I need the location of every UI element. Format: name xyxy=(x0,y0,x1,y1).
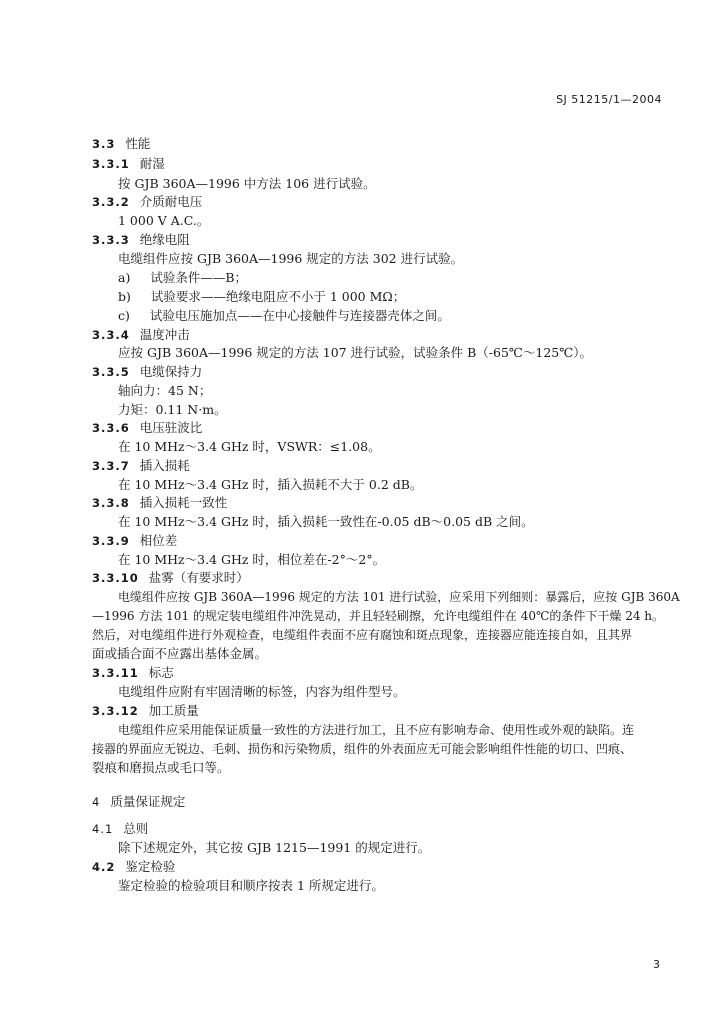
section-number: 3.3 xyxy=(92,137,116,151)
paragraph-line: 电缆组件应采用能保证质量一致性的方法进行加工，且不应有影响寿命、使用性或外观的缺陷。连 xyxy=(118,723,635,737)
section-heading xyxy=(92,665,174,681)
section-number: 4.1 xyxy=(92,822,114,836)
section-number: 3.3.11 xyxy=(92,666,139,680)
paragraph: 轴向力：45 N； xyxy=(118,383,212,398)
section-title: 标志 xyxy=(148,665,174,680)
section-heading xyxy=(92,327,190,343)
section-heading xyxy=(92,570,249,586)
paragraph: 按 GJB 360A—1996 中方法 106 进行试验。 xyxy=(118,176,376,191)
section-number: 3.3.2 xyxy=(92,195,130,209)
paragraph-line: 电缆组件应按 GJB 360A—1996 规定的方法 101 进行试验，应采用下列细则：暴露后，应按 GJB 360A xyxy=(118,590,680,604)
section-number: 3.3.3 xyxy=(92,233,130,247)
paragraph: 鉴定检验的检验项目和顺序按表 1 所规定进行。 xyxy=(118,878,384,893)
paragraph-line: 接器的界面应无锐边、毛刺、损伤和污染物质，组件的外表面应无可能会影响组件性能的切口、凹痕、 xyxy=(92,742,633,756)
list-item-label: b) xyxy=(118,289,131,304)
list-item-text: 试验电压施加点——在中心接触件与连接器壳体之间。 xyxy=(149,308,450,323)
section-heading xyxy=(92,495,227,511)
paragraph: 力矩：0.11 N·m。 xyxy=(118,402,227,417)
section-number: 4.2 xyxy=(92,860,116,874)
section-number: 3.3.6 xyxy=(92,421,130,435)
section-title: 插入损耗 xyxy=(139,458,190,473)
section-heading xyxy=(92,420,202,436)
paragraph: 在 10 MHz～3.4 GHz 时，插入损耗一致性在-0.05 dB～0.05 dB 之间。 xyxy=(118,514,534,529)
chapter-title: 质量保证规定 xyxy=(110,794,186,809)
section-title: 电压驻波比 xyxy=(139,420,203,435)
page-number: 3 xyxy=(653,958,660,971)
section-title: 总则 xyxy=(123,821,149,836)
section-number: 3.3.5 xyxy=(92,365,130,379)
section-heading xyxy=(92,136,150,152)
document-code: SJ 51215/1—2004 xyxy=(556,93,662,106)
section-heading xyxy=(92,194,202,210)
section-heading xyxy=(92,703,199,719)
paragraph: 除下述规定外，其它按 GJB 1215—1991 的规定进行。 xyxy=(118,840,431,855)
section-heading xyxy=(92,156,165,172)
section-title: 耐湿 xyxy=(139,156,165,171)
section-title: 绝缘电阻 xyxy=(139,232,190,247)
section-title: 盐雾（有要求时） xyxy=(148,570,249,585)
section-number: 3.3.12 xyxy=(92,704,139,718)
section-title: 温度冲击 xyxy=(139,327,190,342)
section-title: 介质耐电压 xyxy=(139,194,203,209)
list-item-label: c) xyxy=(118,308,130,323)
section-heading xyxy=(92,458,190,474)
list-item xyxy=(118,270,247,286)
section-title: 电缆保持力 xyxy=(139,364,203,379)
section-title: 加工质量 xyxy=(148,703,199,718)
paragraph: 电缆组件应按 GJB 360A—1996 规定的方法 302 进行试验。 xyxy=(118,251,464,266)
section-title: 鉴定检验 xyxy=(125,859,176,874)
section-title: 插入损耗一致性 xyxy=(139,495,228,510)
list-item-label: a) xyxy=(118,270,131,285)
paragraph-line: 面或插合面不应露出基体金属。 xyxy=(92,646,268,661)
section-number: 3.3.7 xyxy=(92,459,130,473)
section-number: 3.3.1 xyxy=(92,157,130,171)
paragraph: 在 10 MHz～3.4 GHz 时，插入损耗不大于 0.2 dB。 xyxy=(118,477,423,492)
paragraph: 在 10 MHz～3.4 GHz 时，相位差在-2°～2°。 xyxy=(118,552,386,567)
section-heading xyxy=(92,364,202,380)
paragraph: 电缆组件应附有牢固清晰的标签，内容为组件型号。 xyxy=(118,684,406,699)
list-item-text: 试验条件——B； xyxy=(150,270,248,285)
list-item xyxy=(118,289,405,305)
chapter-number: 4 xyxy=(92,795,101,809)
paragraph: 在 10 MHz～3.4 GHz 时，VSWR：≤1.08。 xyxy=(118,439,381,454)
chapter-heading xyxy=(92,794,185,810)
paragraph-line: —1996 方法 101 的规定装电缆组件冲洗晃动，并且轻轻刷擦，允许电缆组件在 40℃的条件下干燥 24 h。 xyxy=(92,609,665,623)
paragraph-line: 裂痕和磨损点或毛口等。 xyxy=(92,760,230,775)
section-number: 3.3.9 xyxy=(92,534,130,548)
paragraph: 1 000 V A.C.。 xyxy=(118,213,210,228)
section-heading xyxy=(92,821,148,837)
section-number: 3.3.4 xyxy=(92,328,130,342)
section-heading xyxy=(92,232,190,248)
paragraph-line: 然后，对电缆组件进行外观检查，电缆组件表面不应有腐蚀和斑点现象，连接器应能连接自如，且其界 xyxy=(92,628,633,642)
list-item-text: 试验要求——绝缘电阻应不小于 1 000 MΩ； xyxy=(150,289,406,304)
section-number: 3.3.10 xyxy=(92,571,139,585)
list-item xyxy=(118,308,450,324)
section-heading xyxy=(92,859,175,875)
section-number: 3.3.8 xyxy=(92,496,130,510)
section-title: 性能 xyxy=(125,136,151,151)
section-heading xyxy=(92,533,177,549)
paragraph: 应按 GJB 360A—1996 规定的方法 107 进行试验，试验条件 B（-65℃～125℃）。 xyxy=(118,345,592,360)
section-title: 相位差 xyxy=(139,533,178,548)
